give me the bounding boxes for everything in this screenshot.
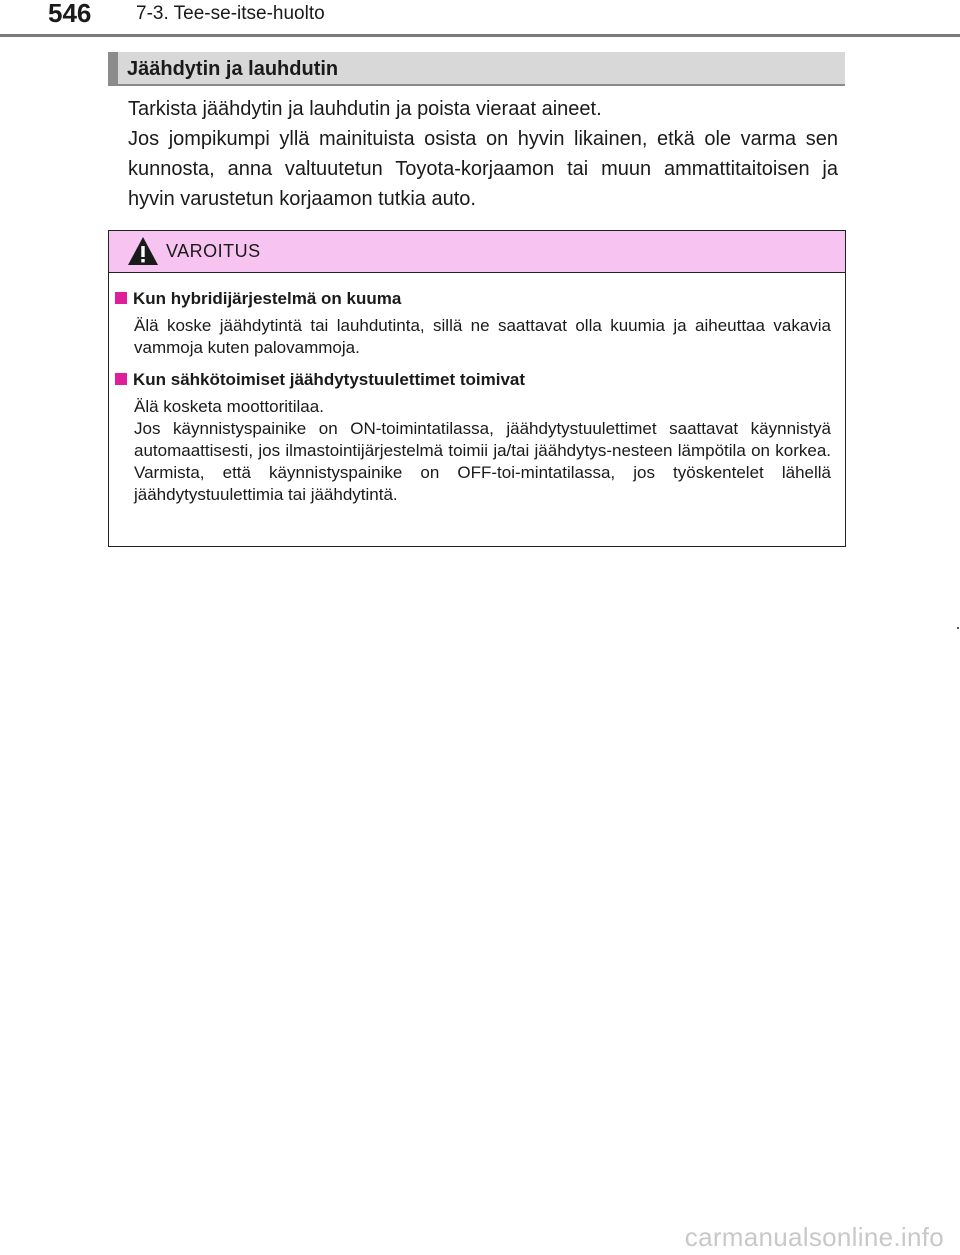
warning-item-heading-text: Kun hybridijärjestelmä on kuuma [133,289,402,308]
warning-item [114,368,831,506]
warning-item-text: Älä kosketa moottoritilaa. [134,397,324,416]
intro-text [128,94,838,214]
chapter-title: 7-3. Tee-se-itse-huolto [136,3,325,24]
watermark: carmanualsonline.info [684,1222,944,1252]
warning-item-heading-text: Kun sähkötoimiset jäähdytystuulettimet toimivat [133,370,526,389]
square-bullet-icon [115,373,127,385]
warning-item-heading [114,368,831,392]
intro-paragraph: Jos jompikumpi yllä mainituista osista on hyvin likainen, etkä ole varma sen kunnosta, anna valtuutetun Toyota-korjaamon tai muun ammattitaitoisen ja hyvin varustetun korjaamon tutkia auto. [128,128,838,210]
warning-item-text: Jos käynnistyspainike on ON-toimintatilassa, jäähdytystuulettimet saattavat käynnistyä automaattisesti, jos ilmastointijärjestelmä toimii ja/tai jäähdytys-nesteen lämpötila on korkea. Varmista, että käynnistyspainike on OFF-toi-mintatilassa, jos työskentelet lähellä jäähdytystuulettimia tai jäähdytintä. [134,419,831,504]
margin-mark [957,627,959,629]
warning-box [108,230,846,547]
intro-paragraph: Tarkista jäähdytin ja lauhdutin ja poista vieraat aineet. [128,98,602,120]
square-bullet-icon [115,292,127,304]
warning-item-heading [114,287,831,311]
section-heading-label: Jäähdytin ja lauhdutin [127,58,339,80]
warning-body [114,287,831,515]
section-heading [108,52,845,86]
page-number: 546 [48,0,92,28]
warning-item-text: Älä koske jäähdytintä tai lauhdutinta, sillä ne saattavat olla kuumia ja aiheuttaa vakavia vammoja kuten palovammoja. [134,316,831,357]
warning-triangle-icon [127,236,159,266]
header-divider [0,34,960,37]
warning-title: VAROITUS [166,241,261,261]
warning-header [109,231,845,273]
section-heading-tab [108,52,118,84]
warning-item [114,287,831,359]
